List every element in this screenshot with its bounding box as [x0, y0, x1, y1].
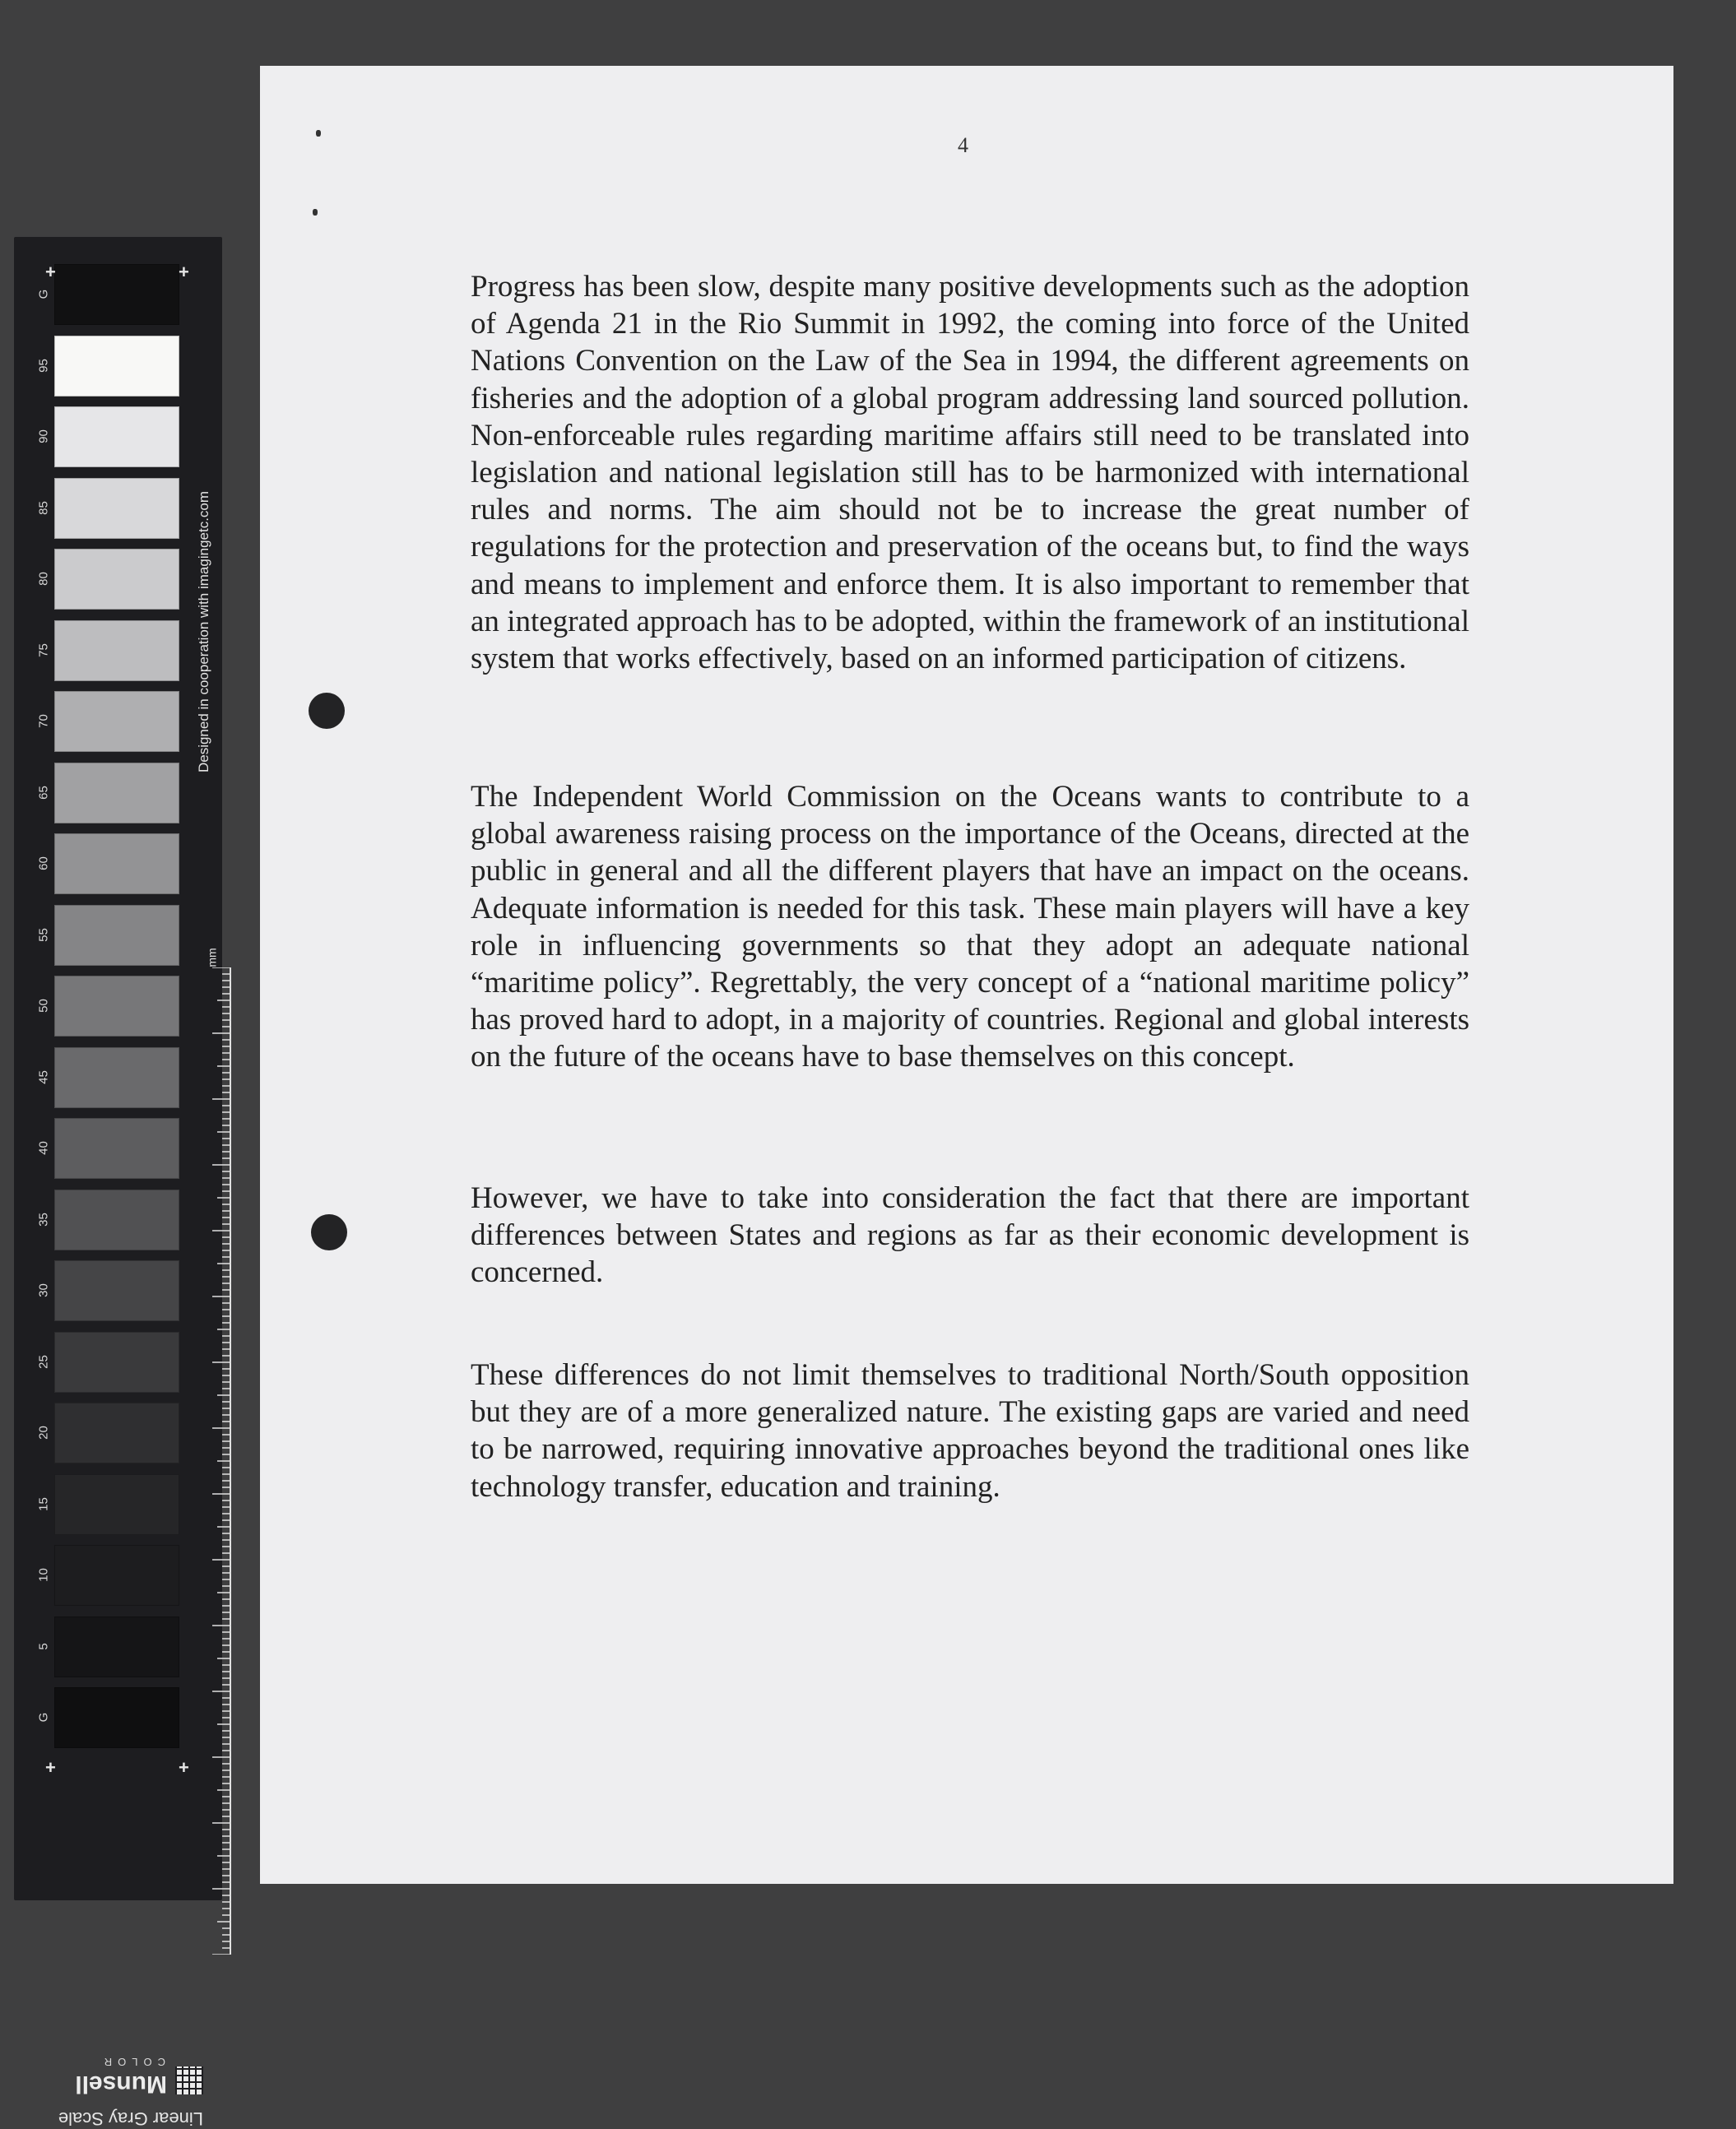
- punch-hole: [309, 693, 345, 729]
- scale-title: Linear Gray Scale: [58, 2108, 203, 2129]
- gray-patch: [54, 976, 179, 1037]
- gray-patch: [54, 763, 179, 823]
- scale-number: 20: [36, 1426, 51, 1440]
- paragraph-2: The Independent World Commission on the Oceans wants to contribute to a global awareness raising process on the importance of the Oceans, directed at the public in general and all the different players that have an impact on the oceans. Adequate information is needed for this task. These main players will have a key role in influencing governments so that they adopt an adequate national “maritime policy”. Regrettably, the very concept of a “national maritime policy” has proved hard to adopt, in a majority of countries. Regional and global interests on the future of the oceans have to base themselves on this concept.: [471, 780, 1469, 1074]
- munsell-branding: [47, 2030, 203, 2129]
- gray-patch: [54, 478, 179, 539]
- scale-number: 55: [36, 927, 51, 942]
- gray-patch: [54, 620, 179, 681]
- gray-patch: [54, 1332, 179, 1393]
- paragraph-4: These differences do not limit themselves to traditional North/South opposition but they are of a more generalized nature. The existing gaps are varied and need to be narrowed, requiring innovative approaches beyond the traditional ones like technology transfer, education and training.: [471, 1358, 1469, 1504]
- gray-patch: [54, 406, 179, 467]
- scale-number: G: [36, 1712, 51, 1723]
- munsell-logo-icon: [175, 2066, 203, 2094]
- scale-number: 5: [36, 1642, 51, 1650]
- scale-number: 75: [36, 642, 51, 657]
- gray-patch: [54, 1190, 179, 1250]
- gray-patch: [54, 1616, 179, 1677]
- scale-number: 60: [36, 856, 51, 870]
- scale-number: 30: [36, 1283, 51, 1297]
- gray-scale-card: [14, 237, 222, 2129]
- scale-number: 35: [36, 1212, 51, 1227]
- gray-patch: [54, 1118, 179, 1179]
- gray-patch: [54, 549, 179, 610]
- plus-mark-bottom-right: +: [179, 1757, 189, 1778]
- gray-patch: [54, 691, 179, 752]
- gray-patch: [54, 905, 179, 966]
- gray-patch: [54, 1545, 179, 1606]
- paragraph-1: Progress has been slow, despite many positive developments such as the adoption of Agenda 21 in the Rio Summit in 1992, the coming into force of the United Nations Convention on the Law of the Sea in 1994, the different agreements on fisheries and the adoption of a global program addressing land sourced pollution. Non-enforceable rules regarding maritime affairs still need to be translated into legislation and national legislation still has to be harmonized with international rules and norms. The aim should not be to increase the great number of regulations for the protection and preservation of the oceans but, to find the ways and means to implement and enforce them. It is also important to remember that an integrated approach has to be adopted, within the framework of an institutional system that works effectively, based on an informed participation of citizens.: [471, 270, 1469, 676]
- scale-number: 50: [36, 999, 51, 1013]
- gray-patch: [54, 1260, 179, 1321]
- ink-speck: [316, 130, 321, 137]
- scale-number: 95: [36, 358, 51, 373]
- scale-number: 10: [36, 1568, 51, 1582]
- scale-number: 40: [36, 1141, 51, 1155]
- scale-number: 65: [36, 785, 51, 800]
- mm-ruler: [206, 967, 234, 1955]
- scale-number: 70: [36, 714, 51, 728]
- page-number: 4: [958, 133, 968, 157]
- scale-number: 25: [36, 1354, 51, 1369]
- punch-hole: [311, 1214, 347, 1250]
- brand-sub: COLOR: [98, 2056, 165, 2068]
- scale-number: 45: [36, 1069, 51, 1084]
- scale-number: 80: [36, 572, 51, 586]
- paragraph-3: However, we have to take into consideration the fact that there are important differences between States and regions as far as their economic development is concerned.: [471, 1181, 1469, 1290]
- plus-mark-top-left: +: [45, 262, 56, 282]
- brand-name: Munsell: [75, 2071, 167, 2098]
- mm-label: mm: [205, 948, 219, 967]
- gray-patch: [54, 1687, 179, 1748]
- gray-patch: [54, 336, 179, 397]
- designed-credit-text: Designed in cooperation with imagingetc.com: [196, 490, 211, 773]
- scale-number: 15: [36, 1496, 51, 1511]
- scale-number: 90: [36, 429, 51, 443]
- document-page: [260, 66, 1673, 1884]
- plus-mark-bottom-left: +: [45, 1757, 56, 1778]
- gray-patch: [54, 264, 179, 325]
- plus-mark-top-right: +: [179, 262, 189, 282]
- gray-patch: [54, 1474, 179, 1535]
- gray-patch: [54, 833, 179, 894]
- ink-speck: [313, 209, 318, 216]
- gray-patch: [54, 1403, 179, 1463]
- gray-patch: [54, 1047, 179, 1108]
- scale-number: 85: [36, 500, 51, 515]
- scale-number: G: [36, 289, 51, 299]
